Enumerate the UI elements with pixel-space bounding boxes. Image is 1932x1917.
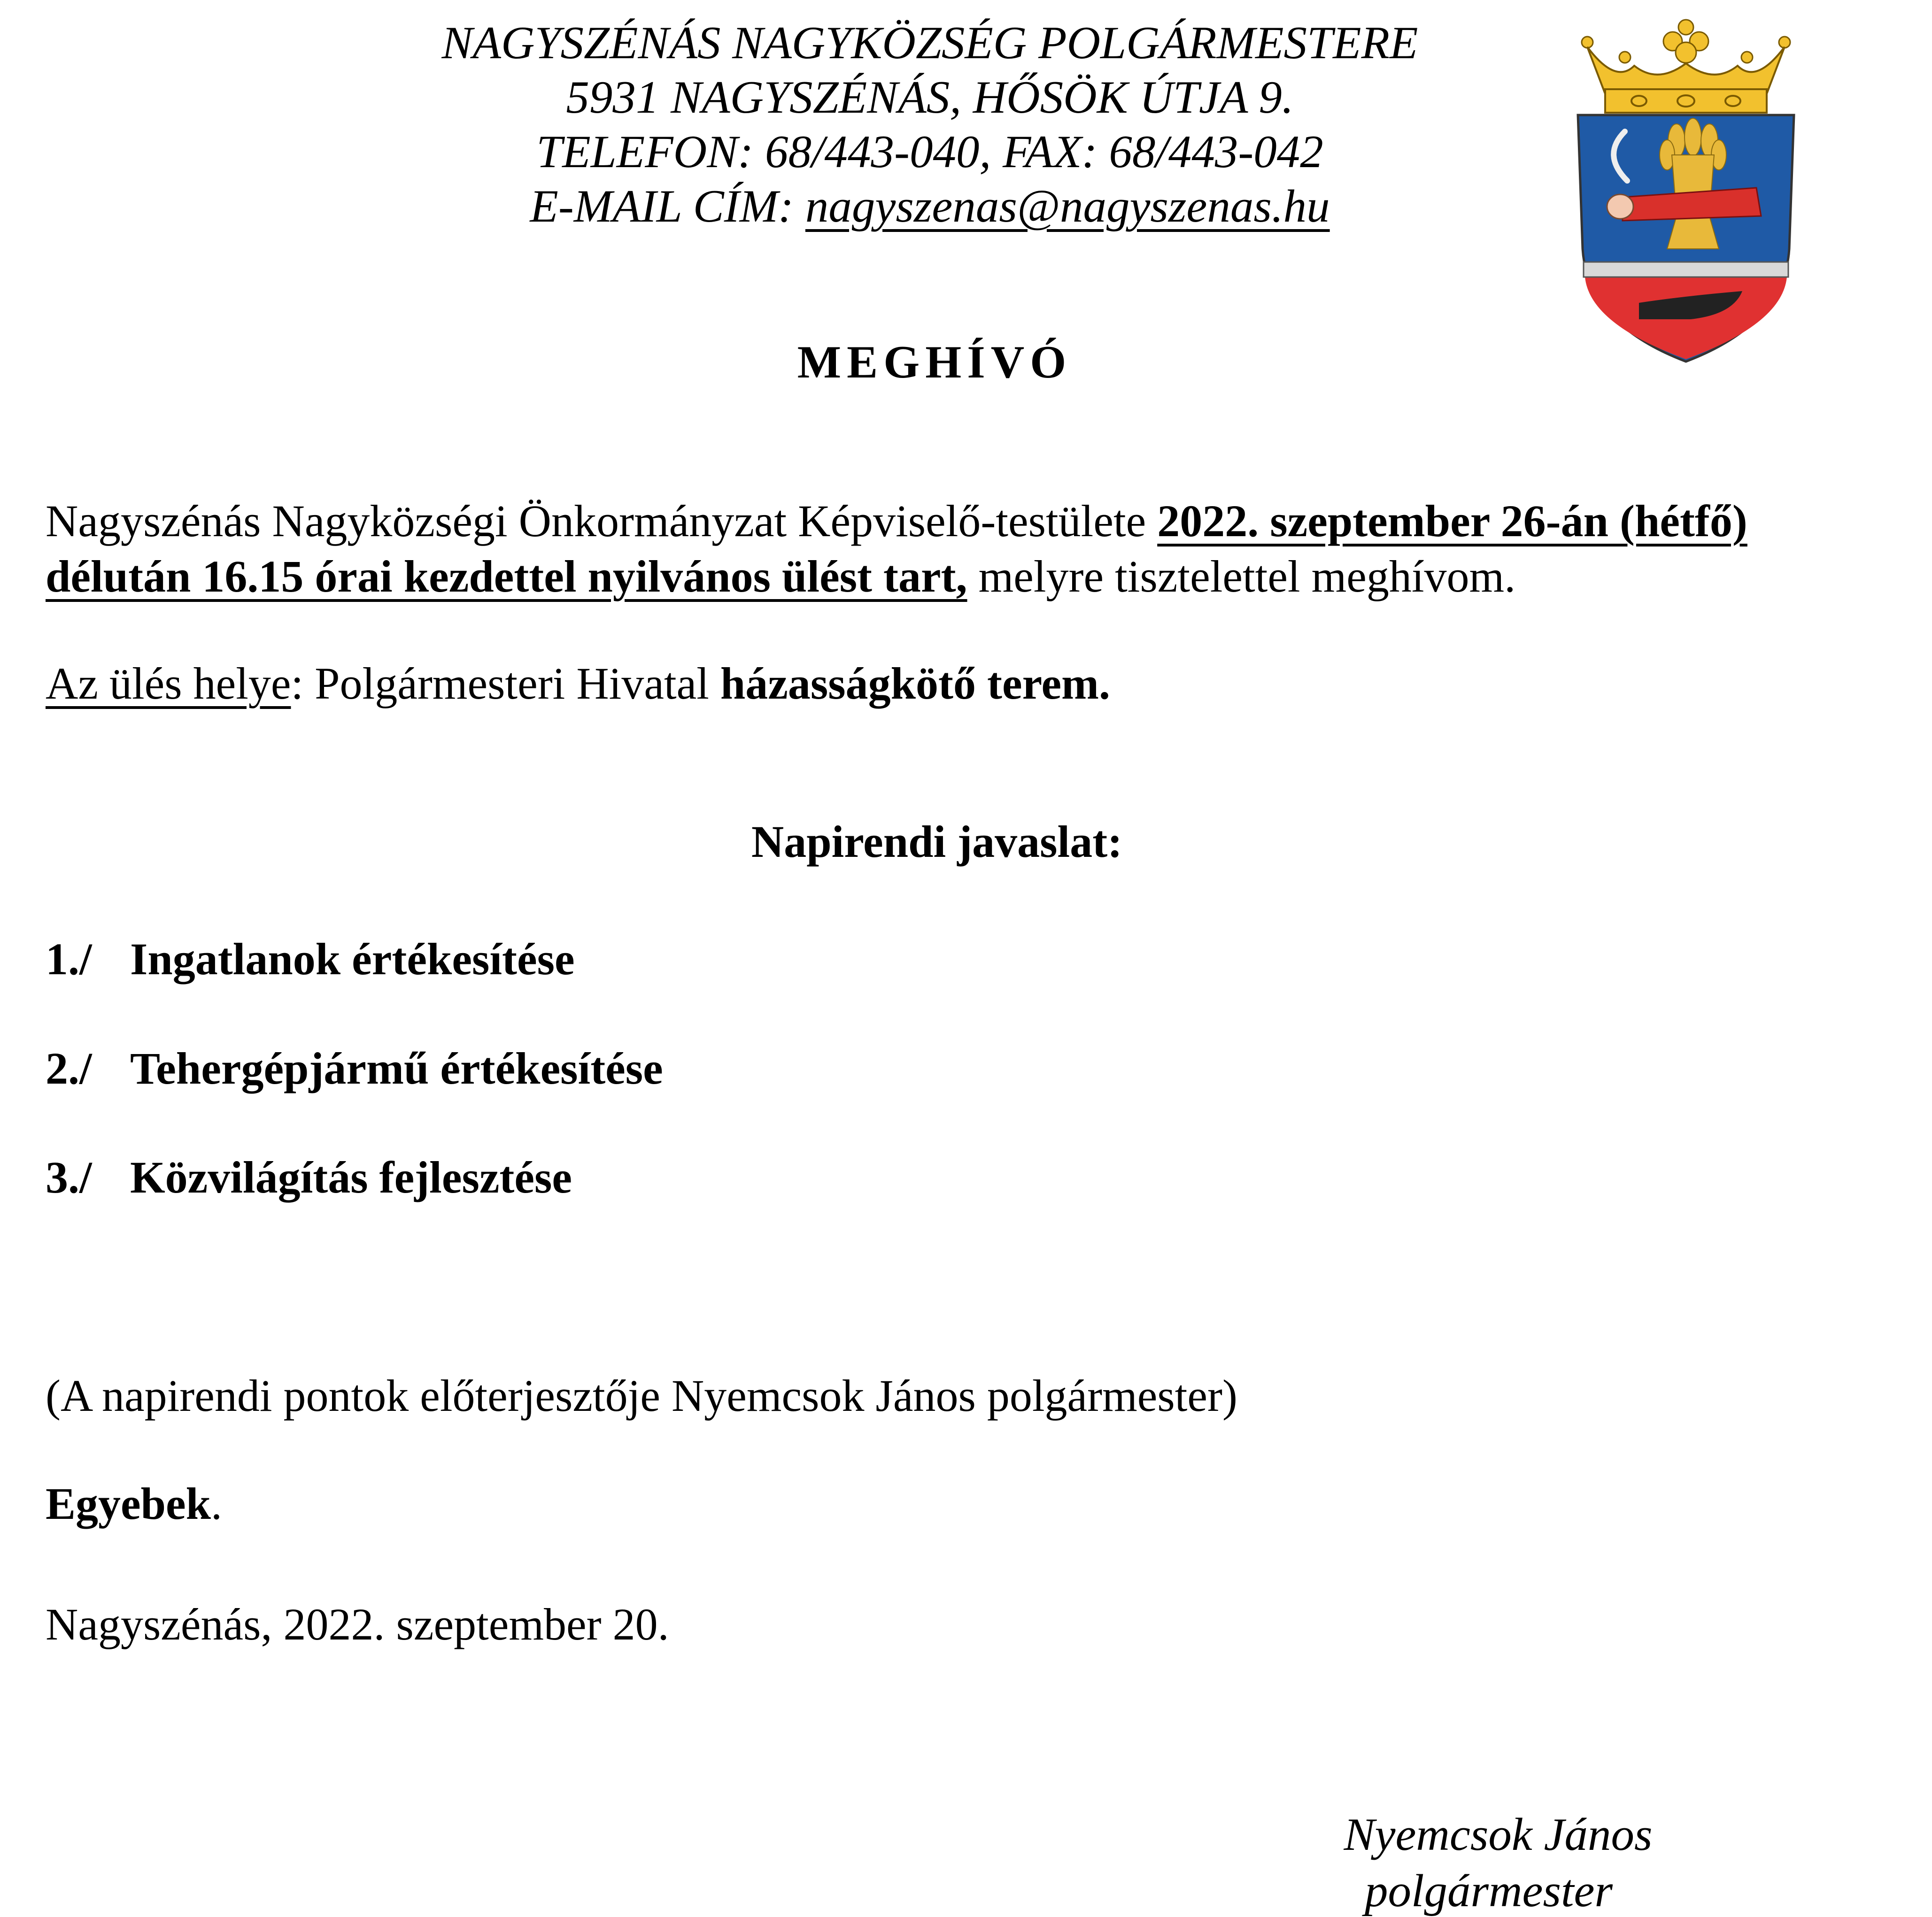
venue-place: házasságkötő terem. <box>720 658 1111 708</box>
crown-icon <box>1582 20 1790 113</box>
presenter-note: (A napirendi pontok előterjesztője Nyemcsok János polgármester) <box>46 1370 1237 1421</box>
meeting-date: 2022. szeptember 26-án (hétfő) <box>1157 496 1747 546</box>
other-line <box>46 1478 223 1529</box>
intro-line-1 <box>46 496 1747 546</box>
email-label: E-MAIL CÍM: <box>530 181 805 232</box>
letterhead-address: 5931 NAGYSZÉNÁS, HŐSÖK ÚTJA 9. <box>566 72 1294 123</box>
venue-label: Az ülés helye <box>46 658 291 708</box>
intro-suffix: melyre tisztelettel meghívom. <box>967 551 1516 601</box>
agenda-item-text: Tehergépjármű értékesítése <box>130 1043 663 1093</box>
signature-title: polgármester <box>1365 1865 1613 1917</box>
signature-name: Nyemcsok János <box>1344 1809 1653 1860</box>
agenda-item <box>46 1043 663 1093</box>
place-date: Nagyszénás, 2022. szeptember 20. <box>46 1599 669 1649</box>
other-label: Egyebek <box>46 1478 211 1529</box>
agenda-item-number: 1./ <box>46 934 92 984</box>
meeting-time: délután 16.15 órai kezdettel nyilvános ülést tart, <box>46 551 967 601</box>
municipal-coat-of-arms-icon <box>1569 14 1803 371</box>
agenda-item <box>46 1152 572 1202</box>
intro-line-2 <box>46 551 1516 601</box>
other-dot: . <box>211 1478 223 1529</box>
agenda-item-text: Ingatlanok értékesítése <box>130 934 575 984</box>
venue-line <box>46 658 1111 708</box>
letterhead-title: NAGYSZÉNÁS NAGYKÖZSÉG POLGÁRMESTERE <box>441 17 1418 69</box>
letterhead-email-line <box>85 183 1775 230</box>
agenda-title: Napirendi javaslat: <box>751 816 1123 867</box>
agenda-item-text: Közvilágítás fejlesztése <box>130 1152 572 1202</box>
venue-separator: : Polgármesteri Hivatal <box>291 658 720 708</box>
email-link[interactable]: nagyszenas@nagyszenas.hu <box>805 181 1330 232</box>
agenda-item-number: 3./ <box>46 1152 92 1202</box>
letterhead-phone-fax: TELEFON: 68/443-040, FAX: 68/443-042 <box>536 126 1323 177</box>
intro-prefix: Nagyszénás Nagyközségi Önkormányzat Képviselő-testülete <box>46 496 1158 546</box>
agenda-item <box>46 934 575 984</box>
agenda-item-number: 2./ <box>46 1043 92 1093</box>
document-title: MEGHÍVÓ <box>797 337 1072 388</box>
